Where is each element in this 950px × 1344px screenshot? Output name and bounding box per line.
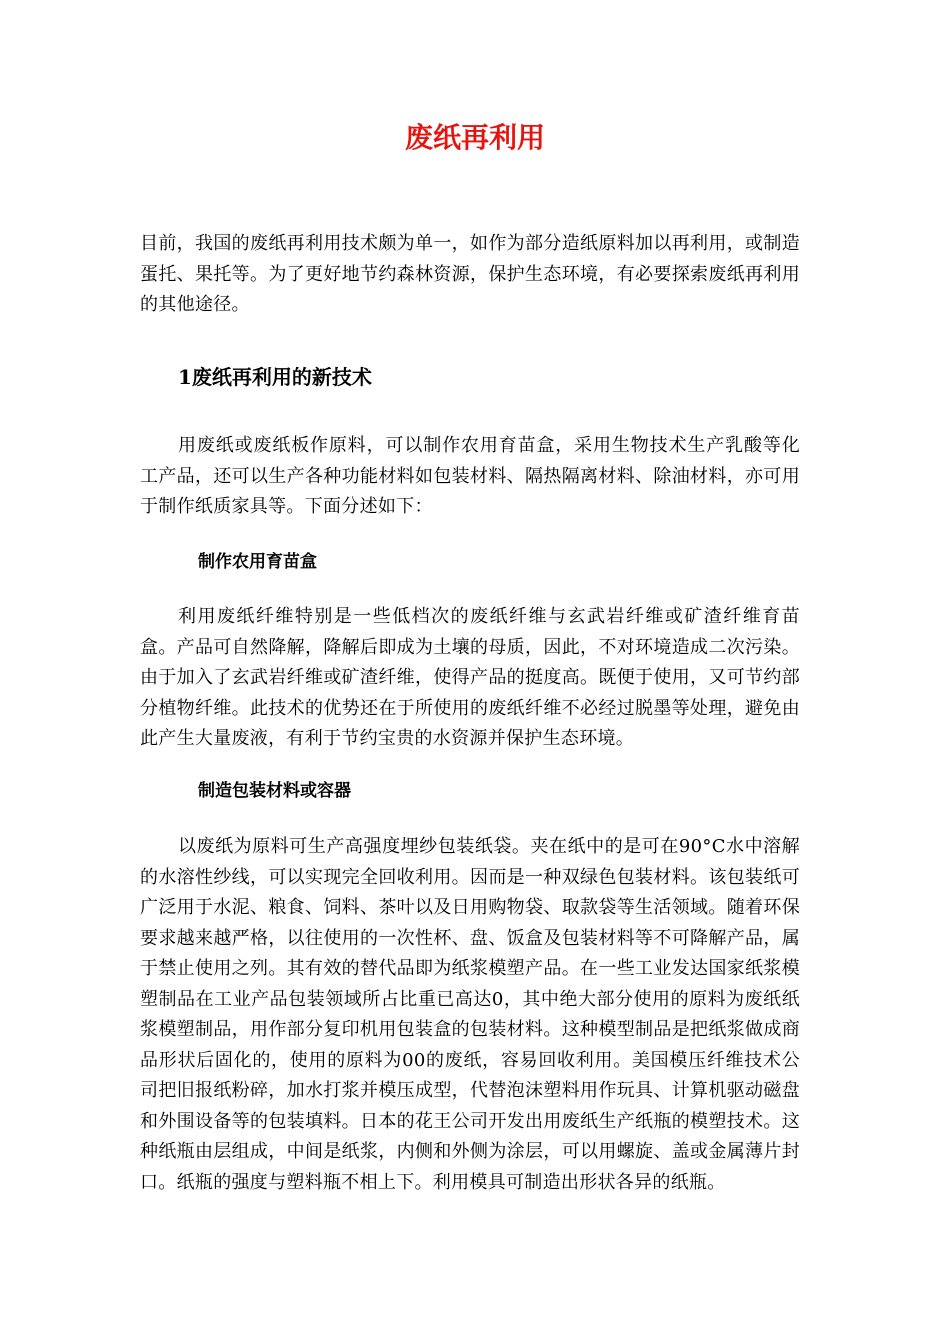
section-heading bbox=[178, 362, 372, 392]
intro-paragraph: 目前，我国的废纸再利用技术颇为单一，如作为部分造纸原料加以再利用，或制造蛋托、果托等。为了更好地节约森林资源，保护生态环境，有必要探索废纸再利用的其他途径。 bbox=[140, 233, 800, 315]
paragraph-packaging: 以废纸为原料可生产高强度埋纱包装纸袋。夹在纸中的是可在90°C水中溶解的水溶性纱线，可以实现完全回收利用。因而是一种双绿色包装材料。该包装纸可广泛用于水泥、粮食、饲料、茶叶以及日用购物袋、取款袋等生活领域。随着环保要求越来越严格，以往使用的一次性杯、盘、饭盒及包装材料等不可降解产品，属于禁止使用之列。其有效的替代品即为纸浆模塑产品。在一些工业发达国家纸浆模塑制品在工业产品包装领域所占比重已高达0，其中绝大部分使用的原料为废纸纸浆模塑制品，用作部分复印机用包装盒的包装材料。这种模型制品是把纸浆做成商品形状后固化的，使用的原料为00的废纸，容易回收利用。美国模压纤维技术公司把旧报纸粉碎，加水打浆并模压成型，代替泡沫塑料用作玩具、计算机驱动磁盘和外围设备等的包装填料。日本的花王公司开发出用废纸生产纸瓶的模塑技术。这种纸瓶由层组成，中间是纸浆，内侧和外侧为涂层，可以用螺旋、盖或金属薄片封口。纸瓶的强度与塑料瓶不相上下。利用模具可制造出形状各异的纸瓶。 bbox=[140, 836, 800, 1193]
section-number: 1 bbox=[178, 365, 192, 389]
section-paragraph: 用废纸或废纸板作原料，可以制作农用育苗盒，采用生物技术生产乳酸等化工产品，还可以生产各种功能材料如包装材料、隔热隔离材料、除油材料，亦可用于制作纸质家具等。下面分述如下： bbox=[140, 435, 800, 517]
paragraph-seedling-box: 利用废纸纤维特别是一些低档次的废纸纤维与玄武岩纤维或矿渣纤维育苗盒。产品可自然降解，降解后即成为土壤的母质，因此，不对环境造成二次污染。由于加入了玄武岩纤维或矿渣纤维，使得产品的挺度高。既便于使用，又可节约部分植物纤维。此技术的优势还在于所使用的废纸纤维不必经过脱墨等处理，避免由此产生大量废液，有利于节约宝贵的水资源并保护生态环境。 bbox=[140, 606, 800, 749]
section-title: 废纸再利用的新技术 bbox=[191, 365, 372, 389]
document-title: 废纸再利用 bbox=[404, 121, 545, 154]
subsection-title-packaging: 制造包装材料或容器 bbox=[198, 781, 351, 801]
subsection-title-seedling-box: 制作农用育苗盒 bbox=[198, 552, 317, 572]
